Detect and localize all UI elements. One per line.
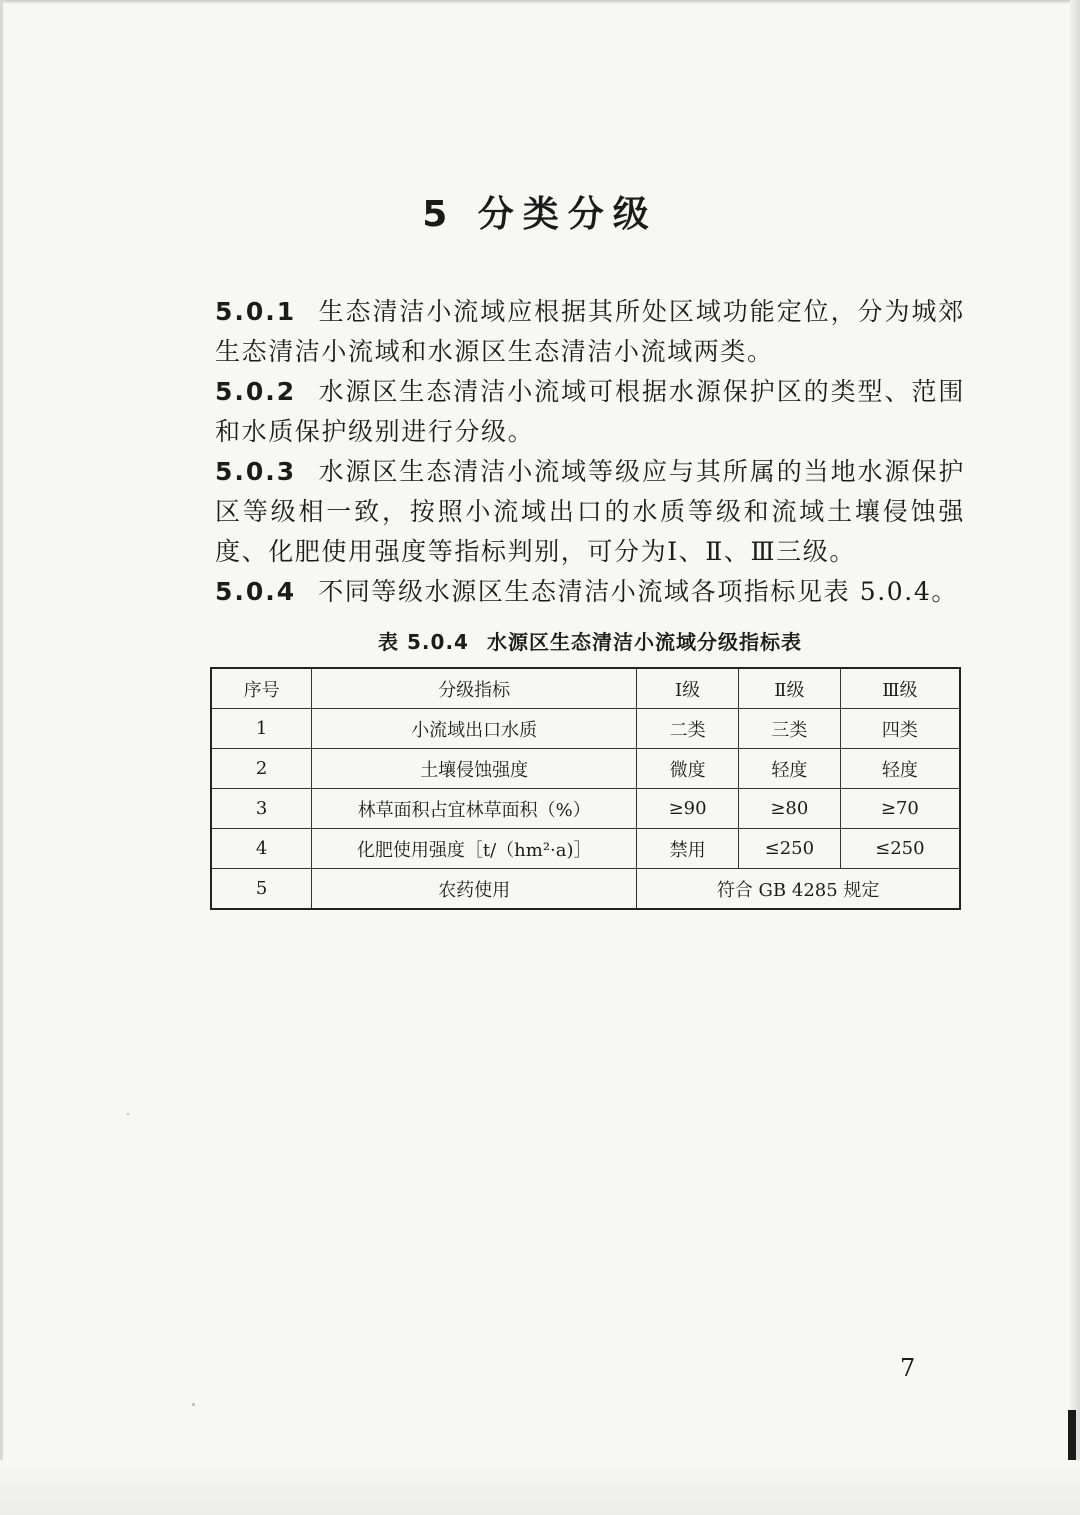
header-cell: 序号 bbox=[211, 668, 312, 709]
grade-3-cell: ≥70 bbox=[840, 789, 960, 829]
page-number: 7 bbox=[900, 1354, 916, 1382]
clause-number: 5.0.1 bbox=[215, 297, 297, 326]
scan-speck bbox=[192, 1403, 195, 1406]
table-row bbox=[211, 829, 960, 869]
table-row bbox=[211, 789, 960, 829]
page-bottom-shadow bbox=[0, 1460, 1080, 1515]
grade-2-cell: 三类 bbox=[738, 709, 840, 749]
grade-2-cell: ≤250 bbox=[738, 829, 840, 869]
row-number-cell: 4 bbox=[211, 829, 312, 869]
clause-5-0-1 bbox=[215, 292, 965, 372]
grade-1-cell: 禁用 bbox=[637, 829, 739, 869]
grade-2-cell: 轻度 bbox=[738, 749, 840, 789]
clause-number: 5.0.4 bbox=[215, 577, 297, 606]
page-top-edge bbox=[0, 0, 1080, 4]
row-number-cell: 2 bbox=[211, 749, 312, 789]
clause-text: 不同等级水源区生态清洁小流域各项指标见表 5.0.4。 bbox=[318, 577, 958, 606]
clause-number: 5.0.3 bbox=[215, 457, 297, 486]
table-caption bbox=[0, 626, 1080, 655]
row-number-cell: 3 bbox=[211, 789, 312, 829]
merged-grade-cell: 符合 GB 4285 规定 bbox=[637, 869, 960, 910]
clause-text: 水源区生态清洁小流域可根据水源保护区的类型、范围和水质保护级别进行分级。 bbox=[215, 377, 965, 446]
grading-indicator-table bbox=[210, 667, 961, 910]
table-row bbox=[211, 869, 960, 910]
clause-5-0-4 bbox=[215, 572, 965, 612]
grade-3-cell: 四类 bbox=[840, 709, 960, 749]
clause-text: 生态清洁小流域应根据其所处区域功能定位，分为城郊生态清洁小流域和水源区生态清洁小流域两类。 bbox=[215, 297, 965, 366]
grade-1-cell: 微度 bbox=[637, 749, 739, 789]
header-cell: Ⅱ级 bbox=[738, 668, 840, 709]
table-header-row bbox=[211, 668, 960, 709]
indicator-cell: 农药使用 bbox=[312, 869, 637, 910]
chapter-title: 5 分类分级 bbox=[422, 194, 658, 235]
header-cell: Ⅰ级 bbox=[637, 668, 739, 709]
indicator-cell: 林草面积占宜林草面积（%） bbox=[312, 789, 637, 829]
grade-1-cell: 二类 bbox=[637, 709, 739, 749]
header-cell: 分级指标 bbox=[312, 668, 637, 709]
table-caption-title: 水源区生态清洁小流域分级指标表 bbox=[486, 630, 802, 654]
indicator-cell: 土壤侵蚀强度 bbox=[312, 749, 637, 789]
clause-number: 5.0.2 bbox=[215, 377, 297, 406]
clause-5-0-3 bbox=[215, 452, 965, 572]
row-number-cell: 1 bbox=[211, 709, 312, 749]
clause-text: 水源区生态清洁小流域等级应与其所属的当地水源保护区等级相一致，按照小流域出口的水质等级和流域土壤侵蚀强度、化肥使用强度等指标判别，可分为Ⅰ、Ⅱ、Ⅲ三级。 bbox=[215, 457, 965, 566]
clause-5-0-2 bbox=[215, 372, 965, 452]
row-number-cell: 5 bbox=[211, 869, 312, 910]
scan-speck bbox=[127, 1113, 129, 1115]
indicator-cell: 化肥使用强度［t/（hm²·a)］ bbox=[312, 829, 637, 869]
grade-2-cell: ≥80 bbox=[738, 789, 840, 829]
table-row bbox=[211, 749, 960, 789]
indicator-cell: 小流域出口水质 bbox=[312, 709, 637, 749]
table-row bbox=[211, 709, 960, 749]
grade-1-cell: ≥90 bbox=[637, 789, 739, 829]
header-cell: Ⅲ级 bbox=[840, 668, 960, 709]
grade-3-cell: ≤250 bbox=[840, 829, 960, 869]
table-caption-number: 表 5.0.4 bbox=[378, 630, 469, 654]
grade-3-cell: 轻度 bbox=[840, 749, 960, 789]
